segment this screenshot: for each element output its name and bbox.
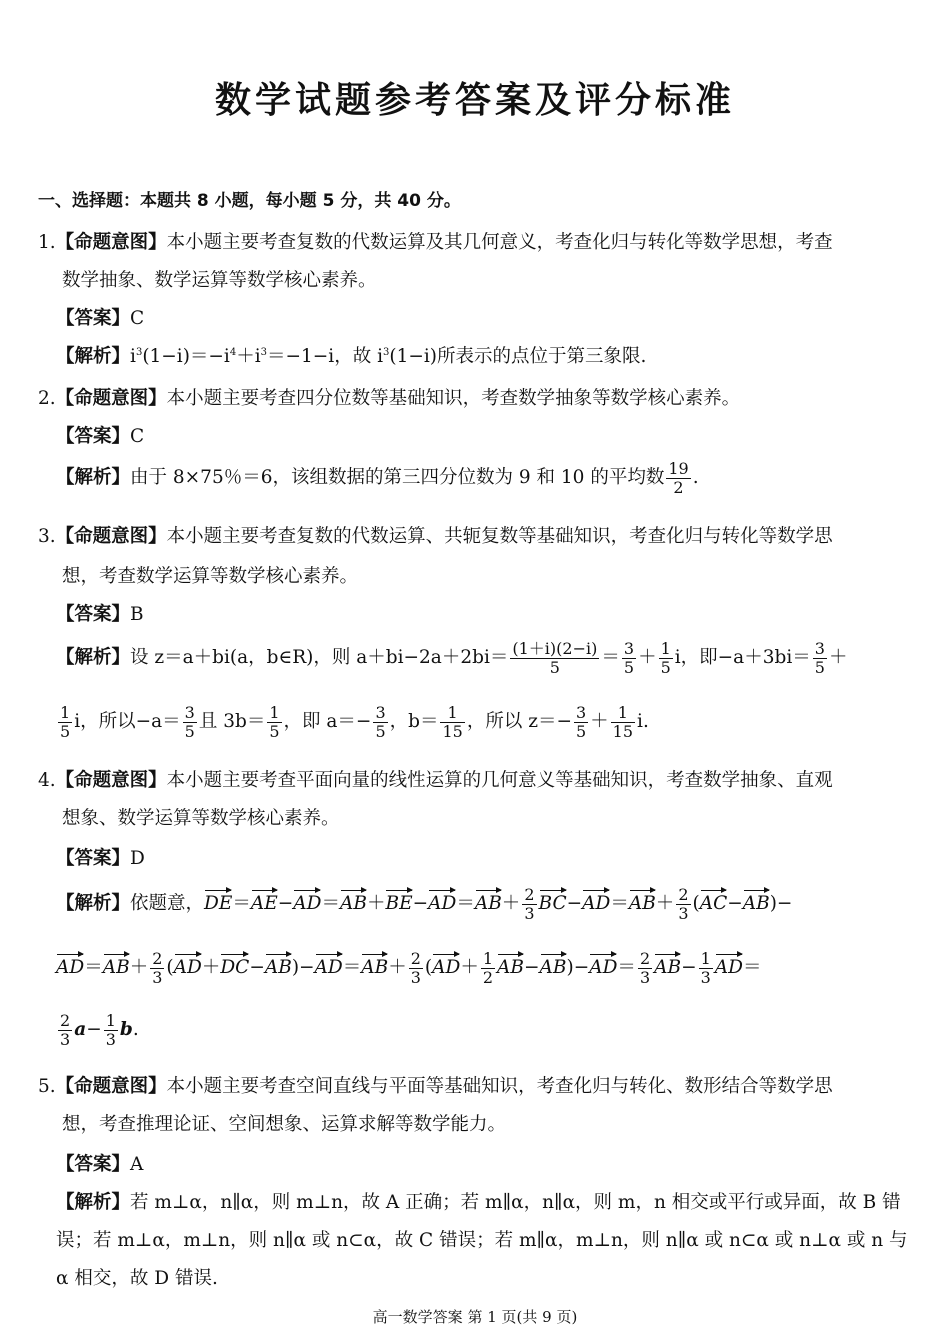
fraction-denominator: 3 <box>410 967 421 987</box>
q5-intent-line-2: 想，考查推理论证、空间想象、运算求解等数学能力。 <box>62 1114 507 1135</box>
q2-analysis-text: 由于 8×75％＝6，该组数据的第三四分位数为 9 和 10 的平均数 <box>130 467 665 489</box>
vector-ad: AD <box>293 893 322 915</box>
q4-analysis-line-1: 【解析】依题意，DE＝AE−AD＝AB＋BE−AD＝AB＋ $\frac{2}{3}$ BC−AD＝AB＋ $\frac{2}{3}$ (AC−AB)− <box>56 885 793 923</box>
q1-analysis-part: ＋i <box>236 346 261 367</box>
q2-intent-label: 【命题意图】 <box>55 388 167 409</box>
q3-fraction <box>611 704 635 740</box>
q1-intent-line-2: 数学抽象、数学运算等数学核心素养。 <box>62 270 377 291</box>
vector-ae: AE <box>250 893 278 915</box>
q1-intent-line-1 <box>38 228 833 254</box>
page-title: 数学试题参考答案及评分标准 <box>214 80 735 121</box>
q3-fraction <box>813 640 827 676</box>
fraction-denominator: 2 <box>482 967 494 987</box>
fraction-numerator: 1 <box>440 704 464 723</box>
q4-fraction <box>699 950 713 986</box>
q4-fraction <box>481 950 495 986</box>
q3-text: ＋ <box>590 711 609 733</box>
q4-fraction <box>409 950 423 986</box>
fraction-denominator: 5 <box>184 721 195 741</box>
vector-ab: AB <box>340 893 367 915</box>
q3-fraction <box>183 704 197 740</box>
q4-intent-label: 【命题意图】 <box>55 770 167 791</box>
q3-text: ＋ <box>638 647 657 669</box>
q4-answer-value: D <box>130 848 145 869</box>
q4-intent-line-1 <box>38 766 833 792</box>
q1-analysis-label: 【解析】 <box>56 346 131 367</box>
q1-analysis-part: ＝−1−i，故 i <box>267 346 384 367</box>
q4-fraction <box>522 886 536 922</box>
vector-be: BE <box>385 893 413 915</box>
vector-ab: AB <box>539 957 567 979</box>
q1-intent-text-1: 本小题主要考查复数的代数运算及其几何意义，考查化归与转化等数学思想，考查 <box>166 232 833 253</box>
q3-text: i，所以−a＝ <box>74 711 181 733</box>
fraction-denominator: 3 <box>678 903 689 923</box>
vector-ab: AB <box>361 957 389 979</box>
q4-intent-line-2: 想象、数学运算等数学核心素养。 <box>62 808 340 829</box>
fraction-numerator: 3 <box>375 703 386 722</box>
fraction-numerator: 2 <box>410 949 421 968</box>
q1-answer-value: C <box>130 308 145 329</box>
fraction-numerator: 2 <box>152 949 163 968</box>
q4-answer-label: 【答案】 <box>56 848 131 869</box>
fraction-numerator: 3 <box>575 703 587 722</box>
q3-text: 且 3b＝ <box>198 711 266 733</box>
fraction-numerator: (1＋i)(2−i) <box>512 639 598 658</box>
q3-fraction <box>267 704 281 740</box>
q4-analysis-line-3: $\frac{2}{3}$ a− $\frac{1}{3}$ b. <box>60 1011 139 1049</box>
q4-fraction <box>150 950 164 986</box>
q3-fraction <box>440 704 464 740</box>
q4-fraction <box>676 886 690 922</box>
q3-text: ，即 a＝− <box>283 711 372 733</box>
vector-ab: AB <box>497 957 525 979</box>
vector-ad: AD <box>714 957 743 979</box>
vector-dc: DC <box>220 957 250 979</box>
fraction-numerator: 2 <box>678 885 689 904</box>
q5-answer <box>56 1150 143 1176</box>
q3-answer-value: B <box>130 604 144 625</box>
fraction-numerator: 1 <box>700 949 711 968</box>
q3-intent-label: 【命题意图】 <box>55 526 167 547</box>
q4-intent-text-1: 本小题主要考查平面向量的线性运算的几何意义等基础知识，考查数学抽象、直观 <box>166 770 833 791</box>
q5-analysis-label: 【解析】 <box>56 1192 131 1213</box>
q4-number: 4. <box>38 770 56 791</box>
fraction-numerator: 1 <box>660 639 671 658</box>
vector-ad: AD <box>56 957 85 979</box>
vector-ab: AB <box>742 893 770 915</box>
fraction-denominator: 3 <box>152 967 163 987</box>
fraction-denominator: 5 <box>814 657 825 677</box>
vector-ad: AD <box>432 957 461 979</box>
q3-analysis-line-2 <box>56 704 649 740</box>
fraction-numerator: 1 <box>482 949 494 968</box>
q2-answer-value: C <box>130 426 145 447</box>
fraction-numerator: 1 <box>611 704 635 723</box>
q3-fraction <box>622 640 636 676</box>
fraction-denominator: 15 <box>442 721 463 741</box>
q3-text: ，所以 z＝− <box>466 711 572 733</box>
fraction-numerator: 1 <box>105 1011 116 1030</box>
fraction-numerator: 3 <box>814 639 825 658</box>
q3-text: i，即−a＋3bi＝ <box>674 647 811 669</box>
q1-intent-label: 【命题意图】 <box>55 232 167 253</box>
fraction-denominator: 5 <box>269 721 280 741</box>
q3-intent-text-1: 本小题主要考查复数的代数运算、共轭复数等基础知识，考查化归与转化等数学思 <box>166 526 833 547</box>
vector-ad: AD <box>314 957 343 979</box>
fraction-numerator: 1 <box>60 703 71 722</box>
q3-fraction <box>574 704 588 740</box>
q1-number: 1. <box>38 232 56 253</box>
q1-analysis-part: i <box>130 346 136 367</box>
fraction-numerator: 3 <box>623 639 635 658</box>
fraction-denominator: 15 <box>612 721 634 741</box>
q4-analysis-label: 【解析】 <box>56 893 131 915</box>
vector-ac: AC <box>699 893 728 915</box>
q3-analysis-label: 【解析】 <box>56 647 131 669</box>
q4-answer <box>56 844 145 870</box>
q3-analysis-line-1 <box>56 640 847 676</box>
q2-intent-text-1: 本小题主要考查四分位数等基础知识，考查数学抽象等数学核心素养。 <box>166 388 741 409</box>
fraction-numerator: 1 <box>269 703 280 722</box>
q1-answer-label: 【答案】 <box>56 308 131 329</box>
fraction-numerator: 2 <box>60 1011 71 1030</box>
q3-answer <box>56 600 144 626</box>
q2-intent-line-1 <box>38 384 740 410</box>
q2-analysis-label: 【解析】 <box>56 467 131 489</box>
fraction-numerator: 3 <box>184 703 195 722</box>
vector-ab: AB <box>102 957 130 979</box>
q2-answer-label: 【答案】 <box>56 426 131 447</box>
section-heading: 一、选择题：本题共 8 小题，每小题 5 分，共 40 分。 <box>38 191 461 211</box>
q1-analysis-part: (1−i)＝−i <box>142 346 230 367</box>
fraction-denominator: 3 <box>639 967 651 987</box>
q3-text: i. <box>637 711 649 733</box>
vector-ab: AB <box>264 957 292 979</box>
page-footer: 高一数学答案 第 1 页(共 9 页) <box>372 1308 578 1326</box>
q4-fraction <box>104 1012 118 1048</box>
q5-intent-line-1 <box>38 1072 833 1098</box>
fraction-denominator: 3 <box>60 1029 71 1049</box>
q3-text: ＋ <box>828 647 848 669</box>
q2-number: 2. <box>38 388 56 409</box>
vector-ad: AD <box>582 893 611 915</box>
q5-analysis-line-3: α 相交，故 D 错误. <box>56 1268 218 1289</box>
fraction-denominator: 5 <box>375 721 386 741</box>
fraction-denominator: 5 <box>575 721 587 741</box>
q3-text: ＝ <box>601 647 620 669</box>
fraction-numerator: 2 <box>639 949 651 968</box>
q1-analysis-part: (1−i)所表示的点位于第三象限. <box>389 346 647 367</box>
vector-ab: AB <box>654 957 682 979</box>
fraction-denominator: 3 <box>105 1029 116 1049</box>
vector-ad: AD <box>173 957 202 979</box>
q3-intent-line-1 <box>38 522 833 548</box>
fraction-denominator: 5 <box>60 721 71 741</box>
fraction-denominator: 3 <box>700 967 711 987</box>
fraction-denominator: 5 <box>549 657 560 677</box>
q3-answer-label: 【答案】 <box>56 604 131 625</box>
vector-a: a <box>74 1019 87 1041</box>
q1-answer <box>56 304 144 330</box>
vector-ab: AB <box>474 893 502 915</box>
q3-text: ，b＝ <box>389 711 439 733</box>
q3-text: 设 z＝a＋bi(a，b∈R)，则 a＋bi−2a＋2bi＝ <box>130 647 509 669</box>
q3-fraction <box>659 640 673 676</box>
q3-fraction <box>58 704 72 740</box>
vector-ad: AD <box>589 957 618 979</box>
q4-text: 依题意， <box>130 893 205 915</box>
q3-number: 3. <box>38 526 56 547</box>
q5-number: 5. <box>38 1076 56 1097</box>
vector-ab: AB <box>628 893 656 915</box>
q5-intent-text-1: 本小题主要考查空间直线与平面等基础知识，考查化归与转化、数形结合等数学思 <box>166 1076 833 1097</box>
q4-analysis-line-2: AD＝AB＋ $\frac{2}{3}$ (AD＋DC−AB)−AD＝AB＋ $\frac{2}{3}$ (AD＋ $\frac{1}{2}$ AB−AB)−AD＝ $\frac{2}{3}$ AB− $\frac{1}{3}$ AD＝ <box>56 949 762 987</box>
q4-fraction <box>638 950 652 986</box>
q5-answer-label: 【答案】 <box>56 1154 131 1175</box>
q3-intent-line-2: 想，考查数学运算等数学核心素养。 <box>62 566 359 587</box>
q2-answer <box>56 422 144 448</box>
q3-fraction <box>510 640 599 676</box>
fraction-denominator: 2 <box>673 477 684 497</box>
q2-analysis-end: . <box>692 467 699 489</box>
q5-answer-value: A <box>130 1154 144 1175</box>
fraction-denominator: 5 <box>660 657 671 677</box>
q5-analysis-text: 若 m⊥α，n∥α，则 m⊥n，故 A 正确；若 m∥α，n∥α，则 m，n 相交或平行或异面，故 B 错 <box>130 1192 901 1213</box>
fraction-numerator: 2 <box>524 885 535 904</box>
q1-analysis: 【解析】$i^3(1-i)=-i^4+i^3=-1-i$，故 $i^3(1-i)$所表示的点位于第三象限. <box>56 346 647 367</box>
q4-fraction <box>58 1012 72 1048</box>
q5-analysis-line-2: 误；若 m⊥α，m⊥n，则 n∥α 或 n⊂α，故 C 错误；若 m∥α，m⊥n，则 n∥α 或 n⊂α 或 n⊥α 或 n 与 <box>56 1230 908 1251</box>
vector-de: DE <box>204 893 233 915</box>
q5-intent-label: 【命题意图】 <box>55 1076 167 1097</box>
fraction-denominator: 3 <box>524 903 535 923</box>
q3-fraction <box>373 704 387 740</box>
fraction-numerator: 19 <box>668 459 689 478</box>
q5-analysis-line-1 <box>56 1188 901 1214</box>
q2-fraction <box>666 460 690 496</box>
vector-bc: BC <box>538 893 567 915</box>
vector-ad: AD <box>428 893 457 915</box>
fraction-denominator: 5 <box>623 657 635 677</box>
vector-b: b <box>119 1019 133 1041</box>
q2-analysis <box>56 460 699 496</box>
